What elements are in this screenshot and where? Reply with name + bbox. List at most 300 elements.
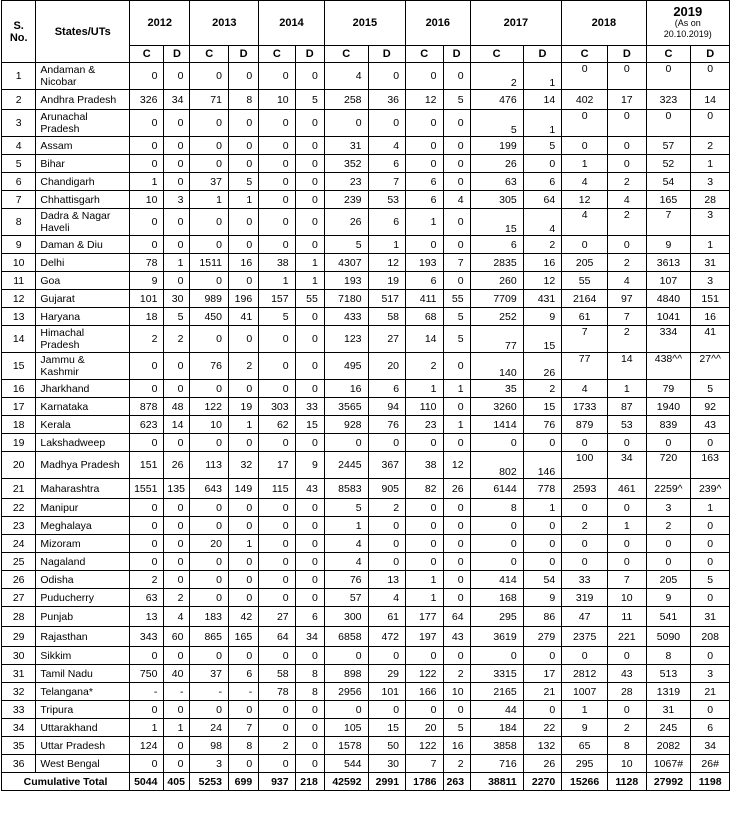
cell-c: 239 (324, 191, 368, 209)
cell-c: 865 (190, 627, 229, 647)
row-state: Nagaland (36, 553, 130, 571)
cell-d: 0 (295, 155, 324, 173)
cell-d: 1 (523, 110, 562, 137)
table-row (2, 272, 730, 290)
row-state: Maharashtra (36, 479, 130, 499)
cell-c: 0 (259, 380, 295, 398)
cell-c: 0 (324, 701, 368, 719)
cell-c: 166 (406, 683, 443, 701)
cell-c: 0 (406, 535, 443, 553)
cell-c: 878 (130, 398, 164, 416)
cell-c: 7 (646, 209, 691, 236)
cell-d: 0 (368, 517, 406, 535)
cell-c: 33 (562, 571, 608, 589)
cell-c: 0 (259, 353, 295, 380)
state-header: States/UTs (36, 1, 130, 63)
cell-d: 26 (523, 353, 562, 380)
cell-d: 5 (164, 308, 190, 326)
row-sno: 7 (2, 191, 36, 209)
cell-d: 0 (164, 499, 190, 517)
table-row (2, 308, 730, 326)
cell-d: 0 (523, 535, 562, 553)
cell-d: 21 (691, 683, 730, 701)
cell-c: 100 (562, 452, 608, 479)
total-cell-d: 2991 (368, 773, 406, 791)
row-sno: 17 (2, 398, 36, 416)
cell-d: 43 (691, 416, 730, 434)
cell-c: 0 (190, 236, 229, 254)
cell-d: 0 (443, 647, 470, 665)
cell-c: 3565 (324, 398, 368, 416)
cell-d: 0 (608, 701, 647, 719)
cell-d: 163 (691, 452, 730, 479)
cell-c: 0 (562, 434, 608, 452)
cell-d: 28 (608, 683, 647, 701)
cell-d: 10 (443, 683, 470, 701)
cell-c: 123 (324, 326, 368, 353)
cell-c: 0 (190, 701, 229, 719)
cell-c: 1 (324, 517, 368, 535)
cell-c: 802 (470, 452, 523, 479)
cell-d: 0 (368, 553, 406, 571)
row-state: Karnataka (36, 398, 130, 416)
cell-d: 0 (228, 589, 258, 607)
cell-c: 411 (406, 290, 443, 308)
cell-d: 17 (523, 665, 562, 683)
cell-d: 0 (608, 499, 647, 517)
cell-c: 20 (406, 719, 443, 737)
cell-c: 1 (259, 272, 295, 290)
cell-c: 1007 (562, 683, 608, 701)
cell-d: 3 (691, 665, 730, 683)
row-state: Tripura (36, 701, 130, 719)
cell-c: 124 (130, 737, 164, 755)
cell-d: 0 (443, 236, 470, 254)
table-row (2, 517, 730, 535)
cell-d: 1 (228, 416, 258, 434)
cell-d: 0 (228, 326, 258, 353)
cell-c: 0 (130, 755, 164, 773)
cell-c: 0 (324, 110, 368, 137)
row-sno: 14 (2, 326, 36, 353)
cell-c: 26 (470, 155, 523, 173)
cell-c: 2835 (470, 254, 523, 272)
total-cell-c: 15266 (562, 773, 608, 791)
row-state: Puducherry (36, 589, 130, 607)
cell-d: 0 (523, 517, 562, 535)
col-header-c: C (406, 46, 443, 63)
cell-c: 295 (470, 607, 523, 627)
table-row (2, 627, 730, 647)
cell-d: 0 (295, 737, 324, 755)
cell-d: 146 (523, 452, 562, 479)
cell-d: 8 (228, 90, 258, 110)
cell-c: 78 (259, 683, 295, 701)
cell-d: 92 (691, 398, 730, 416)
cell-c: 71 (190, 90, 229, 110)
row-sno: 15 (2, 353, 36, 380)
cell-d: 76 (523, 416, 562, 434)
cell-d: 4 (368, 137, 406, 155)
cell-c: 122 (190, 398, 229, 416)
cell-d: 15 (368, 719, 406, 737)
cell-d: 14 (523, 90, 562, 110)
cell-d: 6 (368, 209, 406, 236)
cell-d: 0 (443, 434, 470, 452)
cell-d: 1 (691, 499, 730, 517)
table-row (2, 110, 730, 137)
row-state: Tamil Nadu (36, 665, 130, 683)
row-sno: 11 (2, 272, 36, 290)
cell-c: 0 (324, 434, 368, 452)
row-state: Andhra Pradesh (36, 90, 130, 110)
cell-c: 12 (562, 191, 608, 209)
cell-c: 205 (646, 571, 691, 589)
row-sno: 25 (2, 553, 36, 571)
cell-c: 79 (646, 380, 691, 398)
cell-d: 2 (608, 326, 647, 353)
total-cell-d: 2270 (523, 773, 562, 791)
col-header-d: D (228, 46, 258, 63)
total-cell-d: 699 (228, 773, 258, 791)
cell-d: 9 (295, 452, 324, 479)
cell-c: 35 (470, 380, 523, 398)
cell-d: 5 (691, 571, 730, 589)
cell-d: 53 (608, 416, 647, 434)
row-state: Odisha (36, 571, 130, 589)
cases-table (1, 0, 730, 791)
cell-c: 0 (259, 571, 295, 589)
cell-c: 8 (470, 499, 523, 517)
cell-d: 165 (228, 627, 258, 647)
cell-c: 0 (130, 63, 164, 90)
col-header-d: D (295, 46, 324, 63)
cell-c: 0 (190, 137, 229, 155)
cell-d: 0 (608, 137, 647, 155)
row-sno: 32 (2, 683, 36, 701)
cell-c: 0 (190, 571, 229, 589)
cell-d: 0 (164, 755, 190, 773)
cell-c: 0 (324, 647, 368, 665)
cell-c: 9 (130, 272, 164, 290)
cell-d: 0 (443, 535, 470, 553)
cell-c: 0 (190, 155, 229, 173)
table-row (2, 647, 730, 665)
cell-c: 0 (646, 110, 691, 137)
cell-c: 3 (190, 755, 229, 773)
cell-c: 107 (646, 272, 691, 290)
cell-d: 8 (295, 665, 324, 683)
cell-d: 461 (608, 479, 647, 499)
cell-d: 0 (443, 353, 470, 380)
cell-c: 61 (562, 308, 608, 326)
cell-d: 15 (295, 416, 324, 434)
cell-d: 5 (228, 173, 258, 191)
cell-c: 0 (259, 236, 295, 254)
cell-c: 0 (259, 647, 295, 665)
cell-d: 0 (295, 63, 324, 90)
cell-d: 10 (608, 755, 647, 773)
cell-d: 32 (228, 452, 258, 479)
cell-d: 0 (228, 647, 258, 665)
cell-d: 1 (228, 191, 258, 209)
cell-c: 3619 (470, 627, 523, 647)
table-row (2, 398, 730, 416)
cell-c: 928 (324, 416, 368, 434)
cell-c: 76 (190, 353, 229, 380)
cell-c: 14 (406, 326, 443, 353)
row-sno: 10 (2, 254, 36, 272)
cell-c: 157 (259, 290, 295, 308)
cell-d: 12 (443, 452, 470, 479)
cell-c: 37 (190, 665, 229, 683)
cell-d: 1 (228, 535, 258, 553)
cell-c: 57 (324, 589, 368, 607)
cell-d: 0 (164, 737, 190, 755)
cell-c: 0 (259, 155, 295, 173)
row-sno: 1 (2, 63, 36, 90)
cell-d: 31 (691, 607, 730, 627)
cell-c: 151 (130, 452, 164, 479)
cell-c: 303 (259, 398, 295, 416)
cell-c: 2593 (562, 479, 608, 499)
cell-d: 0 (295, 755, 324, 773)
cell-d: 0 (368, 647, 406, 665)
cell-d: 0 (691, 647, 730, 665)
cell-c: 252 (470, 308, 523, 326)
cell-d: 0 (164, 571, 190, 589)
cell-c: 0 (470, 434, 523, 452)
cell-d: 19 (228, 398, 258, 416)
cell-d: 1 (164, 719, 190, 737)
cell-d: 53 (368, 191, 406, 209)
cell-d: 2 (368, 499, 406, 517)
cell-c: 76 (324, 571, 368, 589)
cell-c: 7 (562, 326, 608, 353)
year-2019-note-line2: 20.10.2019) (663, 29, 712, 39)
row-state: Andaman & Nicobar (36, 63, 130, 90)
cell-d: 0 (443, 701, 470, 719)
table-row (2, 63, 730, 90)
row-state: Arunachal Pradesh (36, 110, 130, 137)
year-2019-label: 2019 (673, 4, 703, 19)
table-body (2, 63, 730, 791)
cell-d: 5 (523, 137, 562, 155)
cell-c: 300 (324, 607, 368, 627)
cell-c: 334 (646, 326, 691, 353)
cell-c: 4 (562, 380, 608, 398)
cell-d: 1 (523, 63, 562, 90)
cell-d: 0 (523, 155, 562, 173)
cell-c: 839 (646, 416, 691, 434)
cell-d: 149 (228, 479, 258, 499)
cell-d: 0 (608, 63, 647, 90)
table-row (2, 155, 730, 173)
cell-d: 40 (164, 665, 190, 683)
cell-d: 27^^ (691, 353, 730, 380)
cell-d: 3 (691, 173, 730, 191)
cell-d: 0 (295, 110, 324, 137)
cell-d: 8 (228, 737, 258, 755)
cell-c: 0 (190, 434, 229, 452)
cell-d: 0 (164, 272, 190, 290)
row-state: Bihar (36, 155, 130, 173)
cell-c: 0 (130, 209, 164, 236)
cell-d: 135 (164, 479, 190, 499)
row-state: Uttar Pradesh (36, 737, 130, 755)
cell-c: 295 (562, 755, 608, 773)
cell-d: 132 (523, 737, 562, 755)
row-state: Daman & Diu (36, 236, 130, 254)
cell-c: 78 (130, 254, 164, 272)
cell-d: 0 (295, 434, 324, 452)
row-sno: 13 (2, 308, 36, 326)
cell-c: 1511 (190, 254, 229, 272)
cell-c: 0 (470, 553, 523, 571)
cell-d: 0 (228, 236, 258, 254)
cell-c: 20 (190, 535, 229, 553)
row-state: Delhi (36, 254, 130, 272)
cell-c: 0 (259, 701, 295, 719)
cell-c: 31 (324, 137, 368, 155)
cell-d: 2 (608, 719, 647, 737)
cell-d: 2 (608, 173, 647, 191)
cell-c: 5 (324, 499, 368, 517)
row-sno: 12 (2, 290, 36, 308)
cell-d: - (164, 683, 190, 701)
cell-c: 52 (646, 155, 691, 173)
cell-c: 433 (324, 308, 368, 326)
cell-d: 27 (368, 326, 406, 353)
cell-d: 34 (164, 90, 190, 110)
cell-c: 10 (190, 416, 229, 434)
cell-d: 0 (228, 209, 258, 236)
cell-d: 0 (228, 137, 258, 155)
cell-c: 24 (190, 719, 229, 737)
cell-d: 2 (523, 380, 562, 398)
row-sno: 26 (2, 571, 36, 589)
cell-d: 0 (368, 434, 406, 452)
total-cell-d: 405 (164, 773, 190, 791)
cell-c: 0 (562, 137, 608, 155)
cell-c: 720 (646, 452, 691, 479)
col-header-d: D (443, 46, 470, 63)
cell-c: 0 (470, 535, 523, 553)
cell-c: 0 (562, 236, 608, 254)
col-header-c: C (562, 46, 608, 63)
cell-d: 33 (295, 398, 324, 416)
cell-d: 97 (608, 290, 647, 308)
cell-d: 0 (523, 647, 562, 665)
cell-d: 1 (295, 254, 324, 272)
row-state: Kerala (36, 416, 130, 434)
cell-d: 7 (608, 308, 647, 326)
cell-d: 0 (608, 110, 647, 137)
table-row (2, 209, 730, 236)
cell-c: 0 (406, 434, 443, 452)
col-header-c: C (190, 46, 229, 63)
cell-c: 623 (130, 416, 164, 434)
cell-c: 2 (406, 353, 443, 380)
cell-d: 5 (443, 90, 470, 110)
cell-c: 3315 (470, 665, 523, 683)
cell-d: 43 (295, 479, 324, 499)
table-row (2, 589, 730, 607)
cell-c: 879 (562, 416, 608, 434)
cell-d: 0 (295, 191, 324, 209)
cell-c: 16 (324, 380, 368, 398)
cell-c: 3260 (470, 398, 523, 416)
cell-c: 323 (646, 90, 691, 110)
cell-c: 3613 (646, 254, 691, 272)
cell-c: 0 (259, 434, 295, 452)
row-sno: 9 (2, 236, 36, 254)
cell-d: 101 (368, 683, 406, 701)
cell-d: 14 (691, 90, 730, 110)
cell-d: 0 (228, 701, 258, 719)
cell-c: 2 (130, 571, 164, 589)
cell-d: 1 (295, 272, 324, 290)
sno-header: S. No. (2, 1, 36, 63)
cell-d: 0 (295, 719, 324, 737)
cell-d: 0 (608, 155, 647, 173)
cell-c: 23 (324, 173, 368, 191)
cell-d: 0 (443, 499, 470, 517)
cell-c: 245 (646, 719, 691, 737)
cell-c: 1578 (324, 737, 368, 755)
cell-d: 4 (443, 191, 470, 209)
cell-d: 43 (443, 627, 470, 647)
cell-c: 319 (562, 589, 608, 607)
cell-c: 898 (324, 665, 368, 683)
cell-d: 41 (691, 326, 730, 353)
total-cell-c: 38811 (470, 773, 523, 791)
cell-c: 450 (190, 308, 229, 326)
cell-d: 0 (295, 173, 324, 191)
cell-d: 26 (164, 452, 190, 479)
cell-c: 57 (646, 137, 691, 155)
cell-d: 55 (443, 290, 470, 308)
cell-c: 0 (190, 647, 229, 665)
table-row (2, 499, 730, 517)
row-sno: 27 (2, 589, 36, 607)
cell-c: 2 (259, 737, 295, 755)
cell-d: 26 (443, 479, 470, 499)
cell-d: 26 (523, 755, 562, 773)
row-sno: 18 (2, 416, 36, 434)
cell-d: 1 (368, 236, 406, 254)
cell-c: 77 (562, 353, 608, 380)
cell-d: 26# (691, 755, 730, 773)
cell-d: 41 (228, 308, 258, 326)
cell-c: 0 (130, 517, 164, 535)
cell-d: 431 (523, 290, 562, 308)
cell-c: 98 (190, 737, 229, 755)
cell-d: 0 (523, 701, 562, 719)
cell-d: 8 (608, 737, 647, 755)
cell-d: 2 (691, 137, 730, 155)
cell-c: 193 (406, 254, 443, 272)
col-header-c: C (324, 46, 368, 63)
cell-d: 30 (164, 290, 190, 308)
cell-c: 184 (470, 719, 523, 737)
cell-d: 6 (368, 380, 406, 398)
row-sno: 8 (2, 209, 36, 236)
cell-c: 110 (406, 398, 443, 416)
cell-d: 0 (295, 308, 324, 326)
cell-d: 55 (295, 290, 324, 308)
cell-d: 5 (443, 308, 470, 326)
